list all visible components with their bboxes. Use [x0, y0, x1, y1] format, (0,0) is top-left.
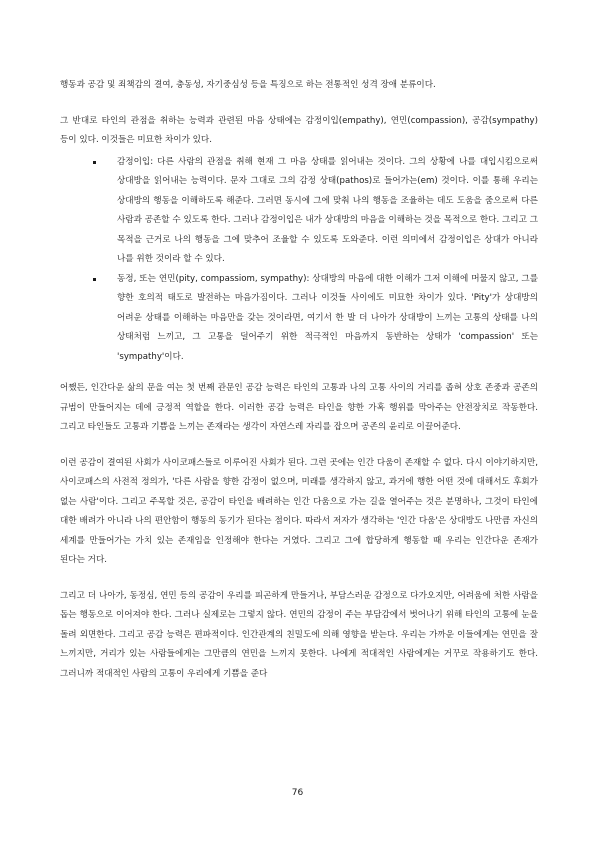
paragraph-empathy-role: 어쨌든, 인간다운 삶의 문을 여는 첫 번째 관문인 공감 능력은 타인의 고통과 나의 고통 사이의 거리를 좁혀 상호 존중과 공존의 규범이 만들어지는 데에 긍정적 역할을 한다. 이러한 공감 능력은 타인을 향한 가혹 행위를 막아주는 안전장치로 작동한다. 그리고 타인들도 고통과 기쁨을 느끼는 존재라는 생각이 자연스레 자리를 잡으며 공존의 윤리로 이끌어준다.: [60, 383, 538, 432]
paragraph-psychopath: 이런 공감이 결여된 사회가 사이코패스들로 이루어진 사회가 된다. 그런 곳에는 인간 다움이 존재할 수 없다. 다시 이야기하지만, 사이코패스의 사전적 정의가, '다른 사람을 향한 감정이 없으며, 미래를 생각하지 않고, 과거에 행한 어떤 것에 대해서도 후회가 없는 사람'이다. 그리고 주목할 것은, 공감이 타인을 배려하는 인간 다움으로 가는 길을 열어주는 것은 분명하나, 그것이 타인에 대한 배려가 아니라 나의 편안함이 행동의 동기가 된다는 점이다. 따라서 저자가 생각하는 '인간 다움'은 상대방도 나만큼 자신의 세계를 만들어가는 가치 있는 존재임을 인정해야 한다는 거였다. 그리고 그에 합당하게 행동할 때 우리는 인간다운 존재가 된다는 거다.: [60, 457, 538, 565]
bullet-text-empathy: 감정이입: 다른 사람의 관점을 취해 현재 그 마음 상태를 읽어내는 것이다. 그의 상황에 나를 대입시킴으로써 상대방을 읽어내는 능력이다. 문자 그대로 그의 감정 상태(pathos)로 들어가는(em) 것이다. 이를 통해 우리는 상대방의 행동을 이해하도록 해준다. 그러면 동시에 그에 맞춰 나의 행동을 조율하는 데도 도움을 줌으로써 다른 사람과 공존할 수 있도록 한다. 그러나 감정이입은 내가 상대방의 마음을 이해하는 것을 목적으로 한다. 그리고 그 목적을 근거로 나의 행동을 그에 맞추어 조율할 수 있도록 도와준다. 이런 의미에서 감정이입은 상대가 아니라 나를 위한 것이라 할 수 있다.: [117, 156, 538, 264]
paragraph-empathy-types: 그 반대로 타인의 관점을 취하는 능력과 관련된 마음 상태에는 감정이입(empathy), 연민(compassion), 공감(sympathy) 등이 있다. 이것들은 미묘한 차이가 있다.: [60, 115, 538, 145]
list-item: [60, 270, 538, 368]
paragraph-compassion-burden: 그리고 더 나아가, 동정심, 연민 등의 공감이 우리를 피곤하게 만들거나, 부담스러운 감정으로 다가오지만, 어려움에 처한 사람을 돕는 행동으로 이어져야 한다. 그러나 실제로는 그렇지 않다. 연민의 감정이 주는 부담감에서 벗어나기 위해 타인의 고통에 눈을 돌려 외면한다. 그리고 공감 능력은 편파적이다. 인간관계의 친밀도에 의해 영향을 받는다. 우리는 가까운 이들에게는 연민을 잘 느끼지만, 거리가 있는 사람들에게는 그만큼의 연민을 느끼지 못한다. 나에게 적대적인 사람에게는 거꾸로 작용하기도 한다. 그러니까 적대적인 사람의 고통이 우리에게 기쁨을 준다: [60, 590, 538, 679]
paragraph-intro: 행동과 공감 및 죄책감의 결여, 충동성, 자기중심성 등을 특징으로 하는 전통적인 성격 장애 분류이다.: [60, 80, 436, 90]
bullet-text-compassion: 동정, 또는 연민(pity, compassiom, sympathy): 상대방의 마음에 대한 이해가 그저 이해에 머물지 않고, 그를 향한 호의적 태도로 발전하는 마음가짐이다. 그러나 이것들 사이에도 미묘한 차이가 있다. 'Pity'가 상대방의 어려운 상태를 이해하는 마음만을 갖는 것이라면, 여기서 한 발 더 나아가 상대방이 느끼는 고통의 상태를 나의 상태처럼 느끼고, 그 고통을 덜어주기 위한 적극적인 마음까지 동반하는 상태가 'compassion' 또는 'sympathy'이다.: [117, 273, 538, 362]
square-bullet-icon: [93, 278, 96, 281]
document-page: [60, 76, 538, 700]
bullet-list: [60, 153, 538, 368]
page-number: 76: [291, 788, 304, 798]
square-bullet-icon: [93, 161, 96, 164]
list-item: [60, 153, 538, 270]
